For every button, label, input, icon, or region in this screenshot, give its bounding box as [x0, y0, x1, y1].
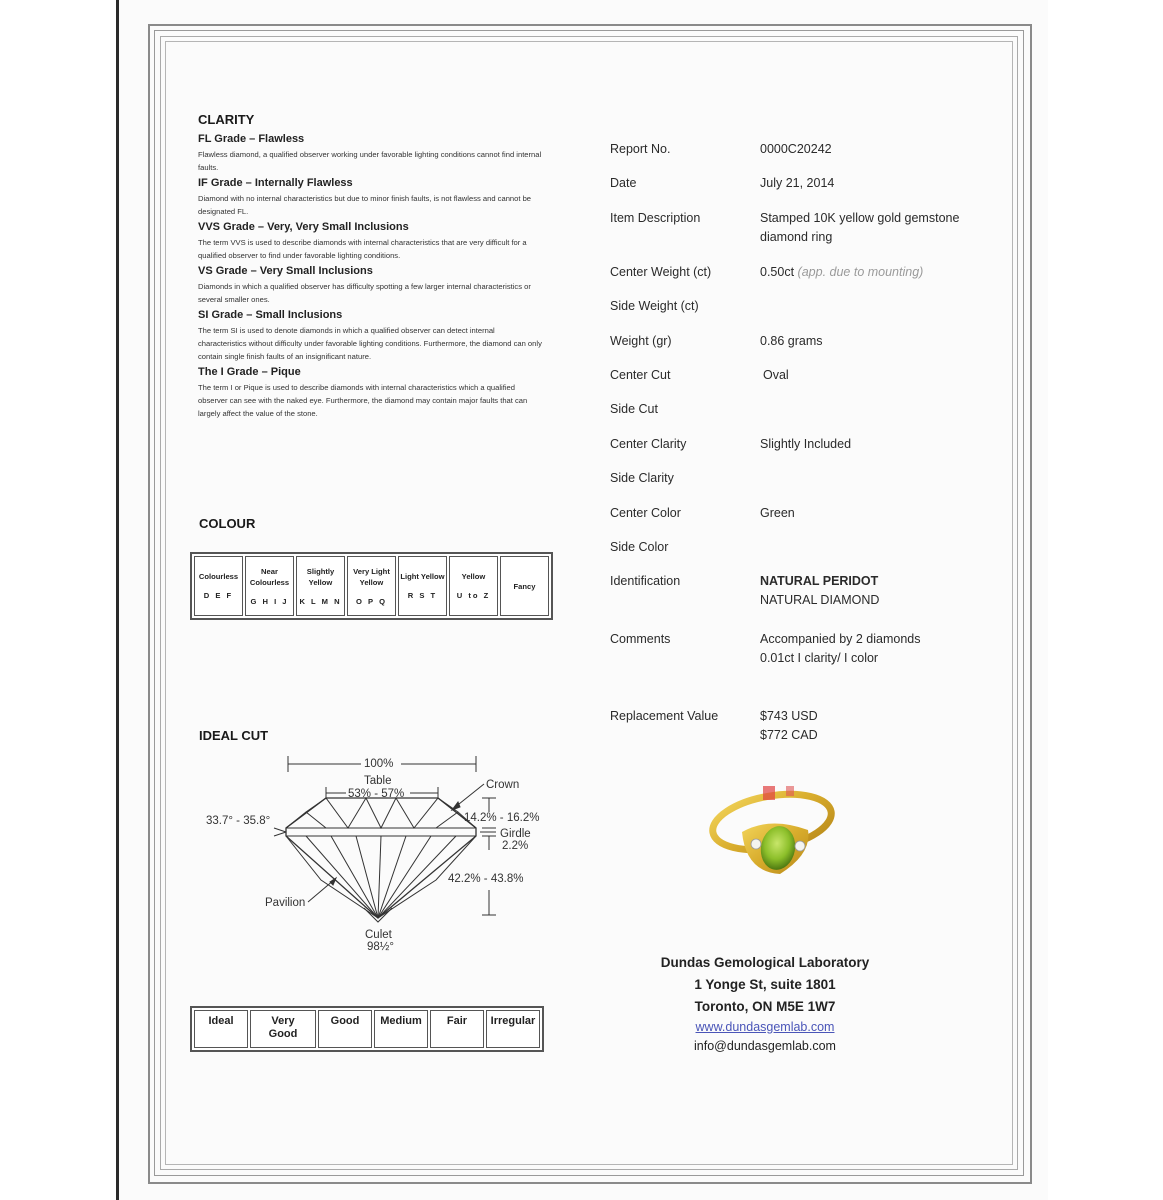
diagram-label-pavilion-depth: 42.2% - 43.8%	[448, 873, 524, 885]
clarity-grade-desc: Diamonds in which a qualified observer has difficulty spotting a few larger internal characteristics or several smaller ones.	[198, 282, 531, 304]
colour-cell: Very Light Yellow O P Q	[347, 556, 396, 616]
clarity-title: CLARITY	[198, 112, 255, 127]
report-label: Side Weight (ct)	[610, 299, 699, 313]
colour-cell: Yellow U to Z	[449, 556, 498, 616]
report-label: Side Clarity	[610, 471, 674, 485]
clarity-grade-head: The I Grade – Pique	[198, 366, 301, 378]
colour-cell: Colourless D E F	[194, 556, 243, 616]
clarity-grade-desc: The term VVS is used to describe diamonds with internal characteristics that are very difficult for a qualified observer to find under favorable lighting conditions.	[198, 238, 527, 260]
ideal-cut-title: IDEAL CUT	[199, 728, 269, 743]
report-value: Stamped 10K yellow gold gemstone diamond ring	[760, 211, 960, 244]
cut-grade-cell: Good	[318, 1010, 372, 1048]
report-label: Replacement Value	[610, 709, 719, 723]
diagram-label-table: Table	[364, 775, 392, 787]
report-note: (app. due to mounting)	[797, 265, 924, 279]
clarity-grade-desc: Flawless diamond, a qualified observer working under favorable lighting conditions cannot find internal faults.	[198, 150, 542, 172]
diagram-label-pavilion: Pavilion	[265, 897, 306, 909]
report-label: Side Color	[610, 540, 669, 554]
clarity-section	[198, 112, 543, 423]
ring-photo	[700, 782, 840, 892]
lab-address-line: 1 Yonge St, suite 1801	[694, 977, 836, 992]
diagram-label-crown-angle: 33.7° - 35.8°	[206, 815, 271, 827]
report-label: Center Clarity	[610, 437, 687, 451]
report-label: Side Cut	[610, 402, 658, 416]
report-label: Center Color	[610, 506, 681, 520]
cut-grade-cell: Medium	[374, 1010, 428, 1048]
clarity-grade-desc: Diamond with no internal characteristics but due to minor finish faults, is not flawless and cannot be designated FL.	[198, 194, 532, 216]
report-label: Weight (gr)	[610, 334, 672, 348]
lab-email: info@dundasgemlab.com	[694, 1039, 836, 1053]
diagram-label-table-range: 53% - 57%	[348, 788, 405, 800]
colour-cell: Near Colourless G H I J	[245, 556, 294, 616]
colour-cell: Fancy	[500, 556, 549, 616]
diagram-label-crown: Crown	[486, 779, 520, 791]
cut-grade-cell: Very Good	[250, 1010, 316, 1048]
page-edge	[116, 0, 119, 1200]
cut-grade-cell: Ideal	[194, 1010, 248, 1048]
diagram-label-crown-height: 14.2% - 16.2%	[464, 812, 540, 824]
report-label: Center Weight (ct)	[610, 265, 712, 279]
lab-name: Dundas Gemological Laboratory	[660, 955, 870, 970]
cut-grade-cell: Irregular	[486, 1010, 540, 1048]
diagram-label-culet-value: 98½°	[367, 941, 394, 953]
report-label: Center Cut	[610, 368, 671, 382]
colour-cell: Slightly Yellow K L M N	[296, 556, 345, 616]
report-value: $743 USD $772 CAD	[760, 709, 818, 742]
cut-grade-cell: Fair	[430, 1010, 484, 1048]
diagram-label-width: 100%	[364, 758, 394, 770]
report-value: Accompanied by 2 diamonds 0.01ct I clarity/ I color	[760, 632, 921, 665]
report-value: Oval	[763, 368, 789, 382]
report-value: 0.50ct (app. due to mounting)	[760, 265, 924, 279]
clarity-grade-desc: The term SI is used to denote diamonds in which a qualified observer can detect internal characteristics without difficulty under favorable lighting conditions. Furthermore, the diamond can only contain single finish faults of an insignificant nature.	[198, 326, 542, 361]
diamond-proportion-diagram	[196, 750, 556, 960]
colour-title: COLOUR	[199, 516, 256, 531]
clarity-grade-head: VVS Grade – Very, Very Small Inclusions	[198, 221, 409, 233]
report-label: Report No.	[610, 142, 671, 156]
report-value: Green	[760, 506, 795, 520]
diagram-label-girdle: Girdle	[500, 828, 531, 840]
report-value: NATURAL PERIDOT NATURAL DIAMOND	[760, 574, 880, 607]
report-value: 0000C20242	[760, 142, 832, 156]
lab-address-line: Toronto, ON M5E 1W7	[694, 999, 836, 1014]
diagram-label-culet: Culet	[365, 929, 392, 941]
clarity-grade-desc: The term I or Pique is used to describe diamonds with internal characteristics which a qualified observer can see with the naked eye. Furthermore, the diamond may contain major faults that can largely affect the value of the stone.	[198, 383, 528, 418]
report-value: July 21, 2014	[760, 176, 835, 190]
lab-contact	[600, 952, 930, 1056]
report-label: Comments	[610, 632, 671, 646]
report-value: 0.86 grams	[760, 334, 823, 348]
clarity-grade-head: VS Grade – Very Small Inclusions	[198, 265, 373, 277]
lab-website-link[interactable]: www.dundasgemlab.com	[695, 1020, 835, 1034]
clarity-grade-head: SI Grade – Small Inclusions	[198, 309, 343, 321]
diagram-label-girdle-value: 2.2%	[502, 840, 529, 852]
clarity-grade-head: IF Grade – Internally Flawless	[198, 177, 353, 189]
clarity-grade-head: FL Grade – Flawless	[198, 133, 305, 145]
report-label: Identification	[610, 574, 681, 588]
report-label: Date	[610, 176, 637, 190]
colour-cell: Light Yellow R S T	[398, 556, 447, 616]
cut-grade-table	[190, 1006, 544, 1052]
report-value: Slightly Included	[760, 437, 852, 451]
report-label: Item Description	[610, 211, 701, 225]
colour-scale-table	[190, 552, 553, 620]
